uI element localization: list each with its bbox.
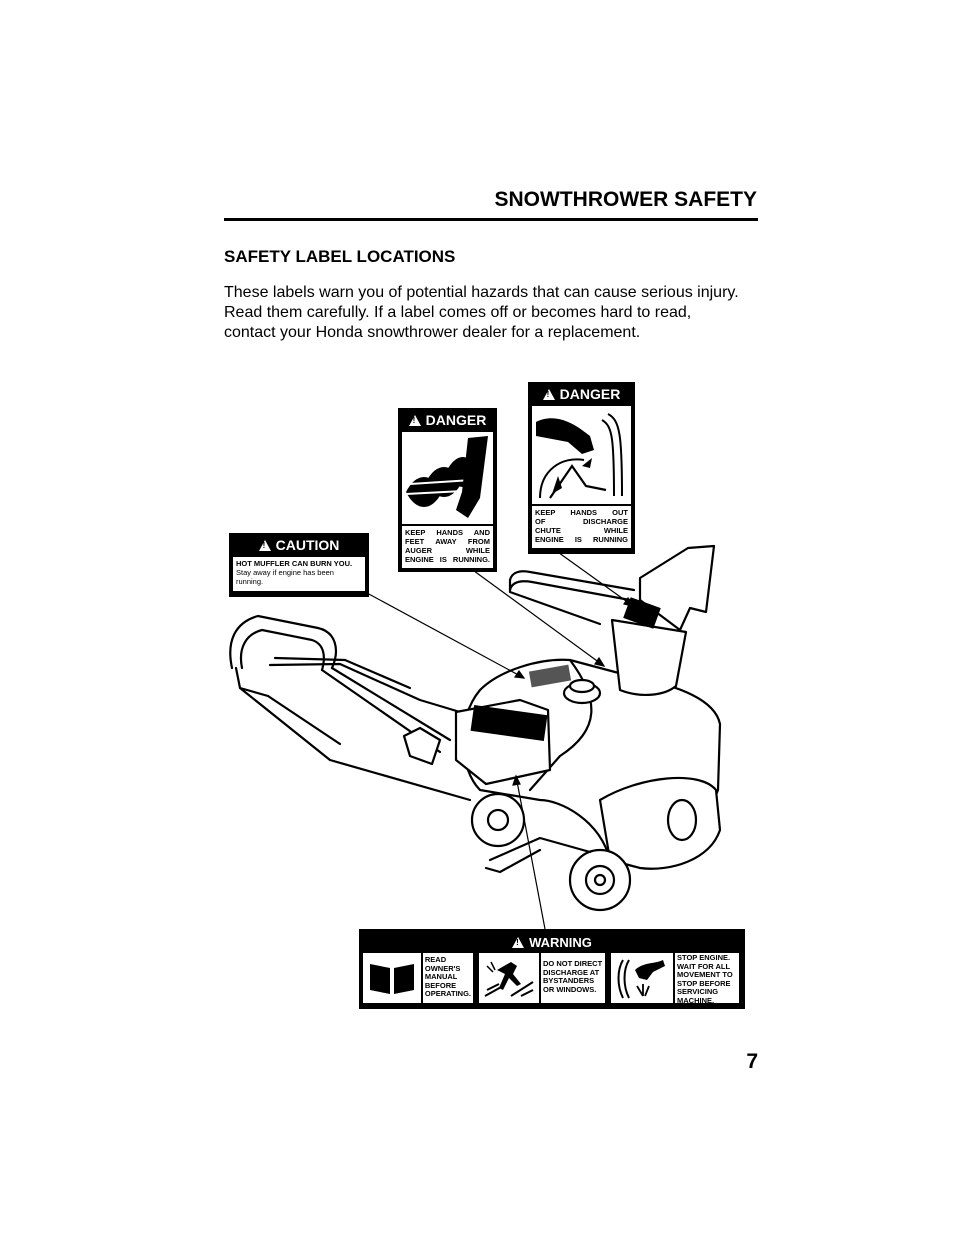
- warning-panel-text: [541, 953, 604, 1003]
- auger-hazard-pictogram: [402, 432, 493, 524]
- caution-line: Stay away if engine has been: [236, 568, 334, 577]
- caution-line: running.: [236, 577, 264, 586]
- danger-auger-label: [398, 408, 497, 572]
- danger-title: DANGER: [425, 412, 487, 428]
- warning-panel-manual: [363, 953, 473, 1003]
- warning-line: STOP ENGINE.: [677, 953, 731, 962]
- discharge-hazard-icon: [479, 953, 541, 1003]
- section-title: SNOWTHROWER SAFETY: [494, 188, 757, 211]
- servicing-hand-icon: [611, 953, 675, 1003]
- page-heading: SAFETY LABEL LOCATIONS: [224, 247, 456, 266]
- warning-line: OWNER'S: [424, 963, 461, 973]
- warning-line: WAIT FOR ALL: [677, 961, 731, 971]
- warning-triangle-icon: [259, 540, 271, 551]
- warning-line: OPERATING.: [424, 989, 471, 999]
- danger-auger-text: [402, 526, 493, 568]
- warning-line: READ: [424, 955, 447, 964]
- danger-line: ENGINE IS RUNNING: [535, 535, 628, 544]
- danger-title: DANGER: [559, 386, 621, 402]
- danger-line: KEEP HANDS AND: [405, 528, 490, 537]
- caution-title: CAUTION: [275, 537, 340, 553]
- page-number: 7: [746, 1050, 758, 1073]
- warning-line: BEFORE: [424, 980, 457, 990]
- warning-line: MACHINE.: [677, 995, 715, 1005]
- warning-triangle-icon: [409, 415, 421, 426]
- intro-paragraph: These labels warn you of potential hazards that can cause serious injury. Read them carefully. If a label comes off or becomes hard to read, contact your Honda snowthrower dealer for a replacement.: [224, 284, 739, 341]
- danger-line: ENGINE IS RUNNING.: [405, 555, 490, 564]
- warning-panel-discharge: [479, 953, 605, 1003]
- warning-panel-text: [423, 953, 473, 1003]
- danger-header: [400, 410, 495, 430]
- warning-panel-text: [675, 953, 735, 1003]
- chute-hazard-pictogram: [532, 406, 631, 504]
- warning-line: SERVICING: [677, 987, 719, 997]
- danger-line: FEET AWAY FROM: [405, 537, 490, 546]
- danger-line: AUGER WHILE: [405, 546, 490, 555]
- warning-line: OR WINDOWS.: [543, 984, 597, 994]
- warning-line: MOVEMENT TO: [677, 970, 733, 980]
- warning-label: [359, 929, 745, 1009]
- danger-line: OF DISCHARGE: [535, 517, 628, 526]
- warning-triangle-icon: [543, 389, 555, 400]
- warning-line: BYSTANDERS: [543, 976, 595, 986]
- danger-line: KEEP HANDS OUT: [535, 508, 628, 517]
- danger-chute-label: [528, 382, 635, 554]
- warning-line: STOP BEFORE: [677, 978, 731, 988]
- warning-triangle-icon: [512, 937, 524, 948]
- warning-line: DO NOT DIRECT: [543, 959, 603, 968]
- warning-panel-servicing: [611, 953, 739, 1003]
- warning-line: MANUAL: [424, 972, 458, 982]
- danger-header: [530, 384, 633, 404]
- warning-line: DISCHARGE AT: [543, 967, 600, 977]
- warning-title: WARNING: [529, 934, 592, 950]
- caution-header: [231, 535, 367, 555]
- danger-line: CHUTE WHILE: [535, 526, 628, 535]
- danger-chute-text: [532, 506, 631, 548]
- warning-header: [361, 931, 743, 953]
- caution-label: [229, 533, 369, 597]
- book-icon: [363, 953, 423, 1003]
- caution-text: [233, 557, 365, 591]
- caution-line: HOT MUFFLER CAN BURN YOU.: [236, 559, 353, 568]
